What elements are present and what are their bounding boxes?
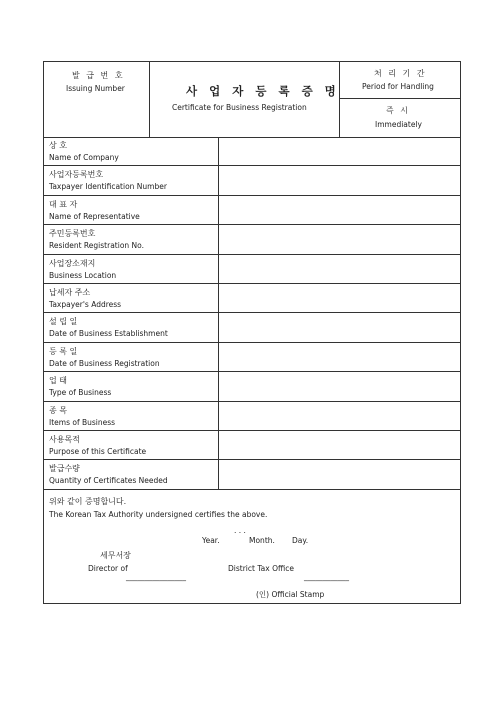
- field-label-en: Business Location: [49, 270, 117, 280]
- field-row-type-of-business: [44, 372, 460, 401]
- field-label-en: Name of Company: [49, 153, 119, 162]
- official-stamp-label: (인) Official Stamp: [256, 590, 325, 599]
- issuing-number-cell: [44, 62, 150, 137]
- field-row-quantity: [44, 460, 460, 489]
- field-label-en: Date of Business Establishment: [49, 329, 168, 339]
- field-label-ko: 업 태: [49, 376, 67, 386]
- immediately-label-ko: 즉 시: [386, 106, 410, 115]
- field-label-en: Date of Business Registration: [49, 358, 160, 368]
- title-cell: [150, 62, 340, 137]
- field-row-business-location: [44, 255, 460, 284]
- field-label-ko: 사업자등록번호: [49, 170, 104, 180]
- date-day-label: Day.: [292, 536, 309, 545]
- field-row-taxpayer-id: [44, 166, 460, 195]
- field-label-en: Resident Registration No.: [49, 241, 144, 251]
- field-label-en: Taxpayer Identification Number: [49, 182, 167, 192]
- field-label-en: Type of Business: [49, 388, 112, 398]
- immediately-label-en: Immediately: [375, 120, 422, 129]
- field-label-ko: 사업장소재지: [49, 258, 96, 268]
- issuing-number-label-en: Issuing Number: [66, 84, 125, 93]
- field-label-ko: 등 록 일: [49, 346, 78, 356]
- field-label-en: Taxpayer's Address: [49, 299, 122, 309]
- period-label-ko: 처 리 기 간: [374, 69, 427, 78]
- field-label-en: Quantity of Certificates Needed: [49, 476, 168, 486]
- date-year-label: Year.: [202, 536, 220, 545]
- district-office-label: District Tax Office: [228, 564, 294, 573]
- office-name-line: ________________: [126, 572, 186, 581]
- field-label-en: Name of Representative: [49, 211, 140, 221]
- certificate-form: [43, 61, 461, 604]
- period-label-en: Period for Handling: [362, 82, 434, 91]
- field-label-ko: 납세자 주소: [49, 287, 91, 297]
- form-header: [44, 62, 460, 138]
- field-label-ko: 종 목: [49, 405, 67, 415]
- immediately-cell: [340, 99, 460, 137]
- date-dots: . . .: [234, 526, 246, 535]
- field-row-company: [44, 137, 460, 166]
- field-rows: [44, 137, 460, 490]
- issuing-number-label-ko: 발 급 번 호: [72, 71, 125, 80]
- field-label-ko: 주민등록번호: [49, 229, 96, 239]
- field-label-ko: 설 립 일: [49, 317, 78, 327]
- certify-text-ko: 위와 같이 증명합니다.: [49, 497, 127, 506]
- field-label-ko: 사용목적: [49, 434, 80, 444]
- page-subtitle: Certificate for Business Registration: [172, 103, 307, 112]
- field-label-ko: 발급수량: [49, 464, 80, 474]
- certify-text-en: The Korean Tax Authority undersigned certifies the above.: [49, 510, 268, 519]
- signature-line: ____________: [304, 572, 349, 581]
- page-title: 사 업 자 등 록 증 명: [186, 84, 340, 98]
- field-row-purpose: [44, 431, 460, 460]
- period-cell: [340, 62, 460, 99]
- field-label-ko: 상 호: [49, 141, 67, 150]
- field-row-registration-date: [44, 343, 460, 372]
- director-label: Director of: [88, 564, 128, 573]
- field-label-ko: 대 표 자: [49, 199, 78, 209]
- date-month-label: Month.: [249, 536, 275, 545]
- field-row-items-of-business: [44, 402, 460, 431]
- certification-footer: [44, 490, 460, 603]
- field-label-en: Items of Business: [49, 417, 116, 427]
- field-row-resident-no: [44, 225, 460, 254]
- field-row-establishment-date: [44, 313, 460, 342]
- office-head-ko: 세무서장: [100, 551, 131, 560]
- field-row-representative: [44, 196, 460, 225]
- field-label-en: Purpose of this Certificate: [49, 446, 147, 456]
- field-row-taxpayer-address: [44, 284, 460, 313]
